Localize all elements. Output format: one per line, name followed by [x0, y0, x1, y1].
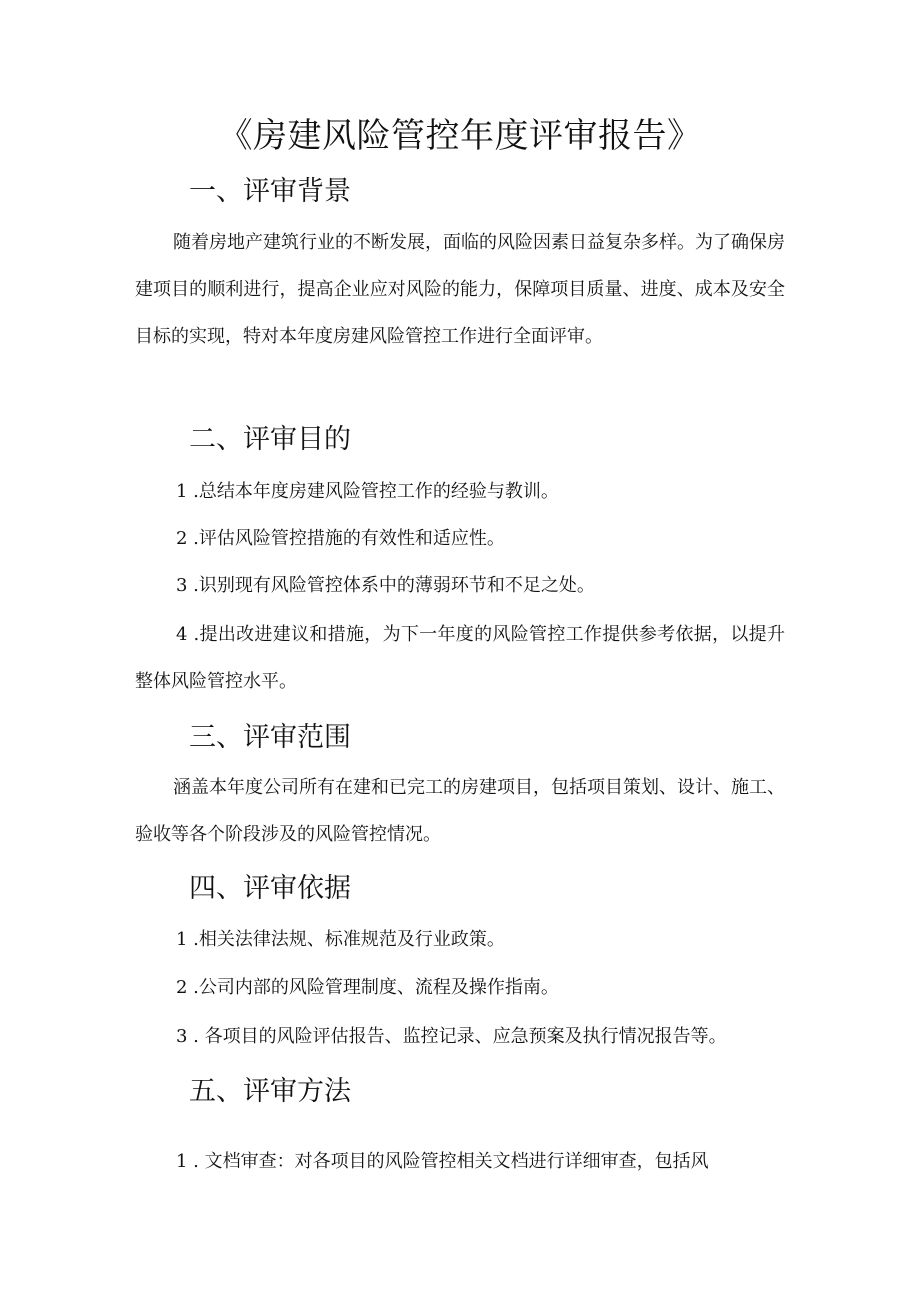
method-item-1: 1 . 文档审查：对各项目的风险管控相关文档进行详细审查，包括风 — [176, 1151, 709, 1172]
purpose-item-1: 1 .总结本年度房建风险管控工作的经验与教训。 — [176, 481, 559, 502]
scope-paragraph: 涵盖本年度公司所有在建和已完工的房建项目，包括项目策划、设计、施工、验收等各个阶段涉及的风险管控情况。 — [135, 777, 785, 845]
section-heading-basis: 四、评审依据 — [189, 873, 351, 904]
basis-item-3: 3 . 各项目的风险评估报告、监控记录、应急预案及执行情况报告等。 — [176, 1026, 727, 1047]
section-heading-method: 五、评审方法 — [189, 1076, 351, 1107]
section-heading-background: 一、评审背景 — [189, 176, 351, 207]
purpose-item-2: 2 .评估风险管控措施的有效性和适应性。 — [176, 528, 505, 549]
document-title: 《房建风险管控年度评审报告》 — [218, 116, 702, 156]
basis-item-2: 2 .公司内部的风险管理制度、流程及操作指南。 — [176, 977, 559, 998]
section-heading-purpose: 二、评审目的 — [189, 424, 351, 455]
basis-item-1: 1 .相关法律法规、标准规范及行业政策。 — [176, 929, 505, 950]
background-paragraph: 随着房地产建筑行业的不断发展，面临的风险因素日益复杂多样。为了确保房建项目的顺利进行，提高企业应对风险的能力，保障项目质量、进度、成本及安全目标的实现，特对本年度房建风险管控工作进行全面评审。 — [135, 232, 785, 347]
purpose-item-3: 3 .识别现有风险管控体系中的薄弱环节和不足之处。 — [176, 575, 595, 596]
section-heading-scope: 三、评审范围 — [189, 722, 351, 753]
purpose-item-4: 4 .提出改进建议和措施，为下一年度的风险管控工作提供参考依据，以提升整体风险管控水平。 — [135, 624, 785, 692]
